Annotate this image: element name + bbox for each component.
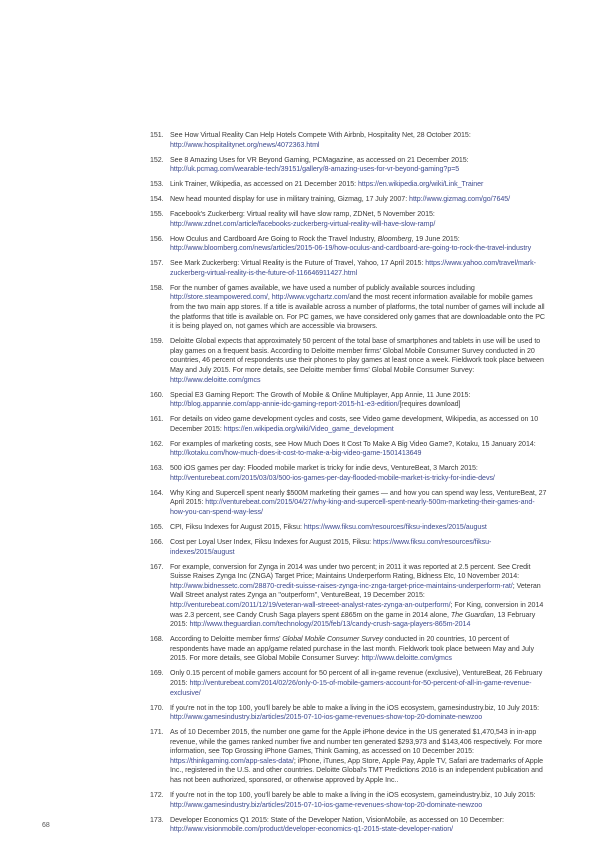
endnote-text-segment: Developer Economics Q1 2015: State of the Developer Nation, VisionMobile, as accessed on 10 December: bbox=[170, 815, 504, 824]
endnote-text bbox=[170, 156, 469, 174]
endnote-item bbox=[150, 284, 548, 332]
endnote-link[interactable]: https://www.yahoo.com/travel/mark-zuckerberg-virtual-reality-is-the-future-of-116646911427.html bbox=[170, 259, 536, 277]
endnote-text-segment: and the most recent information available for mobile games from the two main app stores. If a title is available across a number of platforms, the total number of games will include all the platforms that title is available on. For PC games, we have considered only games that are downloadable onto the PC it is being played on, not games which are accessible via browsers. bbox=[170, 293, 545, 331]
endnote-item bbox=[150, 131, 548, 150]
endnote-number: 163. bbox=[150, 464, 164, 473]
endnote-text-segment: Link Trainer, Wikipedia, as accessed on 21 December 2015: bbox=[170, 180, 358, 189]
endnote-text-segment: conducted in 20 countries, 10 percent of respondents have made an app/game related purchase in the last month. Fieldwork took place between May and July 2015. For more details, see Global Mobile Consumer Survey: bbox=[170, 635, 534, 663]
endnote-item bbox=[150, 728, 548, 786]
endnote-number: 171. bbox=[150, 728, 164, 737]
endnote-text bbox=[170, 180, 483, 188]
endnote-link[interactable]: http://www.visionmobile.com/product/developer-economics-q1-2015-state-developer-nation/ bbox=[170, 825, 454, 834]
endnote-text-segment: Facebook's Zuckerberg: Virtual reality will have slow ramp, ZDNet, 5 November 2015: bbox=[170, 210, 435, 219]
endnote-link[interactable]: http://blog.appannie.com/app-annie-idc-gaming-report-2015-h1-e3-edition/ bbox=[170, 400, 400, 409]
endnote-text bbox=[170, 284, 545, 330]
endnote-text-segment: ; For King, conversion in 2014 was 2.3 percent, see Candy Crush Saga players spent £865m on the game in 2014 alone, bbox=[170, 601, 544, 619]
endnote-text bbox=[170, 704, 539, 722]
endnote-text-segment: If you're not in the top 100, you'll barely be able to make a living in the iOS ecosystem, gameindustry.biz, 10 July 2015: bbox=[170, 791, 536, 800]
endnote-item bbox=[150, 816, 548, 835]
endnote-text bbox=[170, 791, 536, 809]
endnote-link[interactable]: http://store.steampowered.com/ bbox=[170, 293, 268, 302]
endnote-item bbox=[150, 464, 548, 483]
endnote-link[interactable]: http://www.theguardian.com/technology/2015/feb/13/candy-crush-saga-players-865m-2014 bbox=[189, 620, 471, 629]
endnote-text-segment: ; iPhone, iTunes, App Store, Apple Pay, Apple TV, Safari are trademarks of Apple Inc., registered in the U.S. and other countries. Deloitte Global's TMT Predictions 2016 is an independent publication and has not been authorized, sponsored, or otherwise approved by Apple Inc.. bbox=[170, 756, 544, 785]
endnote-link[interactable]: https://en.wikipedia.org/wiki/Link_Trainer bbox=[357, 180, 484, 189]
endnote-text-segment: For the number of games available, we have used a number of publicly available sources including bbox=[170, 283, 475, 292]
endnote-link[interactable]: https://www.fiksu.com/resources/fiksu-indexes/2015/august bbox=[170, 538, 492, 556]
endnote-text-segment: ; Veteran Wall Street analyst rates Zynga an "outperform", VentureBeat, 19 December 2015: bbox=[170, 581, 541, 600]
endnote-item bbox=[150, 440, 548, 459]
endnote-item bbox=[150, 156, 548, 175]
endnote-number: 172. bbox=[150, 791, 164, 800]
endnote-link[interactable]: http://uk.pcmag.com/wearable-tech/39151/gallery/8-amazing-uses-for-vr-beyond-gaming?p=5 bbox=[170, 165, 460, 174]
endnote-link[interactable]: https://www.fiksu.com/resources/fiksu-indexes/2015/august bbox=[303, 523, 487, 532]
endnote-text-segment: New head mounted display for use in military training, Gizmag, 17 July 2007: bbox=[170, 195, 410, 204]
endnote-text-segment: 500 iOS games per day: Flooded mobile market is tricky for indie devs, VentureBeat, 3 March 2015: bbox=[170, 464, 478, 473]
endnote-text-segment: Special E3 Gaming Report: The Growth of Mobile & Online Multiplayer, App Annie, 11 June 2015: bbox=[170, 390, 471, 399]
endnote-link[interactable]: http://www.gizmag.com/go/7645/ bbox=[409, 195, 511, 204]
endnote-link[interactable]: http://venturebeat.com/2011/12/19/veteran-wall-streeet-analyst-rates-zynga-an-outperform/ bbox=[170, 601, 451, 609]
endnote-text-segment: [requires download] bbox=[399, 400, 461, 409]
endnote-link[interactable]: http://www.gamesindustry.biz/articles/2015-07-10-ios-game-revenues-show-top-20-dominate-newzoo bbox=[170, 713, 483, 722]
publication-title: Bloomberg bbox=[377, 234, 412, 243]
endnote-link[interactable]: http://www.gamesindustry.biz/articles/2015-07-10-ios-game-revenues-show-top-20-dominate-newzoo bbox=[170, 800, 483, 809]
endnote-item bbox=[150, 563, 548, 630]
publication-title: The Guardian bbox=[450, 610, 494, 619]
endnote-number: 166. bbox=[150, 538, 164, 547]
endnote-text bbox=[170, 235, 531, 253]
endnote-text bbox=[170, 391, 470, 409]
endnote-item bbox=[150, 210, 548, 229]
endnote-number: 162. bbox=[150, 439, 164, 448]
endnote-number: 159. bbox=[150, 337, 164, 346]
endnote-text-segment: , bbox=[267, 293, 272, 302]
endnote-text bbox=[170, 669, 542, 696]
endnote-number: 170. bbox=[150, 703, 164, 712]
endnote-text bbox=[170, 131, 471, 149]
endnote-text-segment: See Mark Zuckerberg: Virtual Reality is the Future of Travel, Yahoo, 17 April 2015: bbox=[170, 259, 426, 268]
endnote-item bbox=[150, 235, 548, 254]
endnote-text bbox=[170, 440, 536, 458]
endnote-number: 157. bbox=[150, 259, 164, 268]
endnote-item bbox=[150, 259, 548, 278]
endnote-text bbox=[170, 489, 546, 516]
endnote-text bbox=[170, 523, 487, 531]
endnote-text bbox=[170, 464, 495, 482]
endnotes-list bbox=[150, 131, 548, 840]
endnote-link[interactable]: http://www.deloitte.com/gmcs bbox=[361, 654, 452, 663]
endnote-text-segment: For examples of marketing costs, see How Much Does It Cost To Make A Big Video Game?, Kotaku, 15 January 2014: bbox=[170, 439, 536, 448]
endnote-text-segment: , 19 June 2015: bbox=[411, 234, 460, 243]
endnote-link[interactable]: http://www.hospitalitynet.org/news/4072363.html bbox=[170, 140, 320, 149]
endnote-text-segment: According to Deloitte member firms' bbox=[170, 635, 283, 644]
endnote-number: 167. bbox=[150, 562, 164, 571]
endnote-number: 165. bbox=[150, 523, 164, 532]
endnote-text-segment: Deloitte Global expects that approximately 50 percent of the total base of smartphones and tablets in use will be used to play games on a frequent basis. According to Deloitte member firms' Global Mobile Consumer Survey conducted in 20 countries, 46 percent of respondents use their phones to play games at least once a week. Fieldwork took place between May and July 2015. For more details, see Deloitte member firms' Global Mobile Consumer Survey: bbox=[170, 337, 544, 374]
endnote-text-segment: See 8 Amazing Uses for VR Beyond Gaming, PCMagazine, as accessed on 21 December 2015: bbox=[170, 155, 469, 164]
endnote-number: 164. bbox=[150, 488, 164, 497]
publication-title: Global Mobile Consumer Survey bbox=[282, 635, 383, 644]
endnote-text-segment: How Oculus and Cardboard Are Going to Rock the Travel Industry, bbox=[170, 234, 378, 243]
endnote-text-segment: CPI, Fiksu Indexes for August 2015, Fiksu: bbox=[170, 523, 304, 532]
endnote-text-segment: Only 0.15 percent of mobile gamers account for 50 percent of all in-game revenue (exclusive), VentureBeat, 26 February 2015: bbox=[170, 669, 543, 687]
endnote-number: 173. bbox=[150, 815, 164, 824]
endnote-text bbox=[170, 538, 491, 556]
endnote-text-segment: For details on video game development cycles and costs, see Video game development, Wikipedia, as accessed on 10 December 2015: bbox=[170, 415, 539, 433]
endnote-item bbox=[150, 635, 548, 664]
endnote-text-segment: Why King and Supercell spent nearly $500M marketing their games — and how you can spend way less, VentureBeat, 27 April 2015: bbox=[170, 488, 547, 507]
endnote-link[interactable]: http://venturebeat.com/2015/03/03/500-ios-games-per-day-flooded-mobile-market-is-tricky-for-indie-devs/ bbox=[170, 473, 495, 482]
endnote-text-segment: See How Virtual Reality Can Help Hotels Compete With Airbnb, Hospitality Net, 28 October 2015: bbox=[170, 131, 471, 139]
endnote-number: 168. bbox=[150, 635, 164, 644]
endnote-number: 169. bbox=[150, 669, 164, 678]
endnote-link[interactable]: http://www.bloomberg.com/news/articles/2015-06-19/how-oculus-and-cardboard-are-going-to-rock-the-travel-industry bbox=[170, 244, 532, 253]
endnote-text-segment: If you're not in the top 100, you'll barely be able to make a living in the iOS ecosystem, gamesindustry.biz, 10 July 2015: bbox=[170, 703, 540, 712]
endnote-text bbox=[170, 816, 504, 834]
endnote-item bbox=[150, 669, 548, 698]
endnote-text bbox=[170, 563, 543, 629]
endnote-link[interactable]: http://www.zdnet.com/article/facebooks-zuckerberg-virtual-reality-will-have-slow-ramp/ bbox=[170, 219, 436, 228]
endnote-item bbox=[150, 415, 548, 434]
endnote-item bbox=[150, 538, 548, 557]
endnote-text-segment: As of 10 December 2015, the number one game for the Apple iPhone device in the US generated $1,470,543 in in-app revenue, while the games ranked number five and number ten generated $293,973 and $143,406 respectively. For more information, see Top Grossing iPhone Games, Think Gaming, as accessed on 10 December 2015: bbox=[170, 728, 542, 756]
endnote-text-segment: Cost per Loyal User Index, Fiksu Indexes for August 2015, Fiksu: bbox=[170, 538, 373, 547]
endnote-text bbox=[170, 195, 510, 203]
endnote-text bbox=[170, 337, 544, 383]
endnote-link[interactable]: http://www.bidnessetc.com/28870-credit-suisse-raises-zynga-inc-znga-target-price-maintains-underperform-rat/ bbox=[170, 581, 513, 590]
endnote-link[interactable]: http://venturebeat.com/2014/02/26/only-0-15-of-mobile-gamers-account-for-50-percent-of-all-in-game-revenue-exclusive/ bbox=[170, 678, 532, 697]
endnote-number: 156. bbox=[150, 234, 164, 243]
endnote-number: 153. bbox=[150, 180, 164, 189]
endnote-text bbox=[170, 415, 538, 433]
endnote-link[interactable]: http://kotaku.com/how-much-does-it-cost-to-make-a-big-video-game-1501413649 bbox=[170, 449, 422, 458]
endnote-link[interactable]: https://en.wikipedia.org/wiki/Video_game_development bbox=[223, 424, 394, 433]
endnote-item bbox=[150, 391, 548, 410]
endnote-item bbox=[150, 523, 548, 533]
endnote-number: 154. bbox=[150, 195, 164, 204]
endnote-item bbox=[150, 704, 548, 723]
endnote-text bbox=[170, 259, 536, 277]
endnote-link[interactable]: http://venturebeat.com/2015/04/27/why-king-and-supercell-spent-nearly-500m-marketing-their-games-and-how-you-can-spend-way-less/ bbox=[170, 498, 535, 517]
endnote-item bbox=[150, 195, 548, 205]
endnote-number: 155. bbox=[150, 210, 164, 219]
endnote-number: 158. bbox=[150, 283, 164, 292]
endnote-item bbox=[150, 791, 548, 810]
endnote-text bbox=[170, 635, 534, 662]
endnote-number: 152. bbox=[150, 155, 164, 164]
endnote-item bbox=[150, 180, 548, 190]
endnote-text bbox=[170, 728, 543, 784]
endnote-item bbox=[150, 337, 548, 385]
endnote-link[interactable]: https://thinkgaming.com/app-sales-data/ bbox=[170, 756, 294, 765]
endnote-text-segment: For example, conversion for Zynga in 2014 was under two percent; in 2011 it was reported at 2.5 percent. See Credit Suisse Raises Zynga Inc (ZNGA) Target Price; Maintains Underperform Rating, Bidness Etc, 10 November 2014: bbox=[170, 562, 531, 581]
endnote-link[interactable]: http://www.vgchartz.com/ bbox=[271, 293, 350, 302]
page-number: 68 bbox=[42, 822, 50, 829]
endnote-link[interactable]: http://www.deloitte.com/gmcs bbox=[170, 375, 261, 384]
endnote-number: 151. bbox=[150, 131, 164, 139]
endnote-number: 161. bbox=[150, 415, 164, 424]
endnote-text bbox=[170, 210, 435, 228]
endnote-text-segment: , 13 February 2015: bbox=[170, 610, 536, 629]
endnote-item bbox=[150, 489, 548, 518]
endnote-number: 160. bbox=[150, 390, 164, 399]
